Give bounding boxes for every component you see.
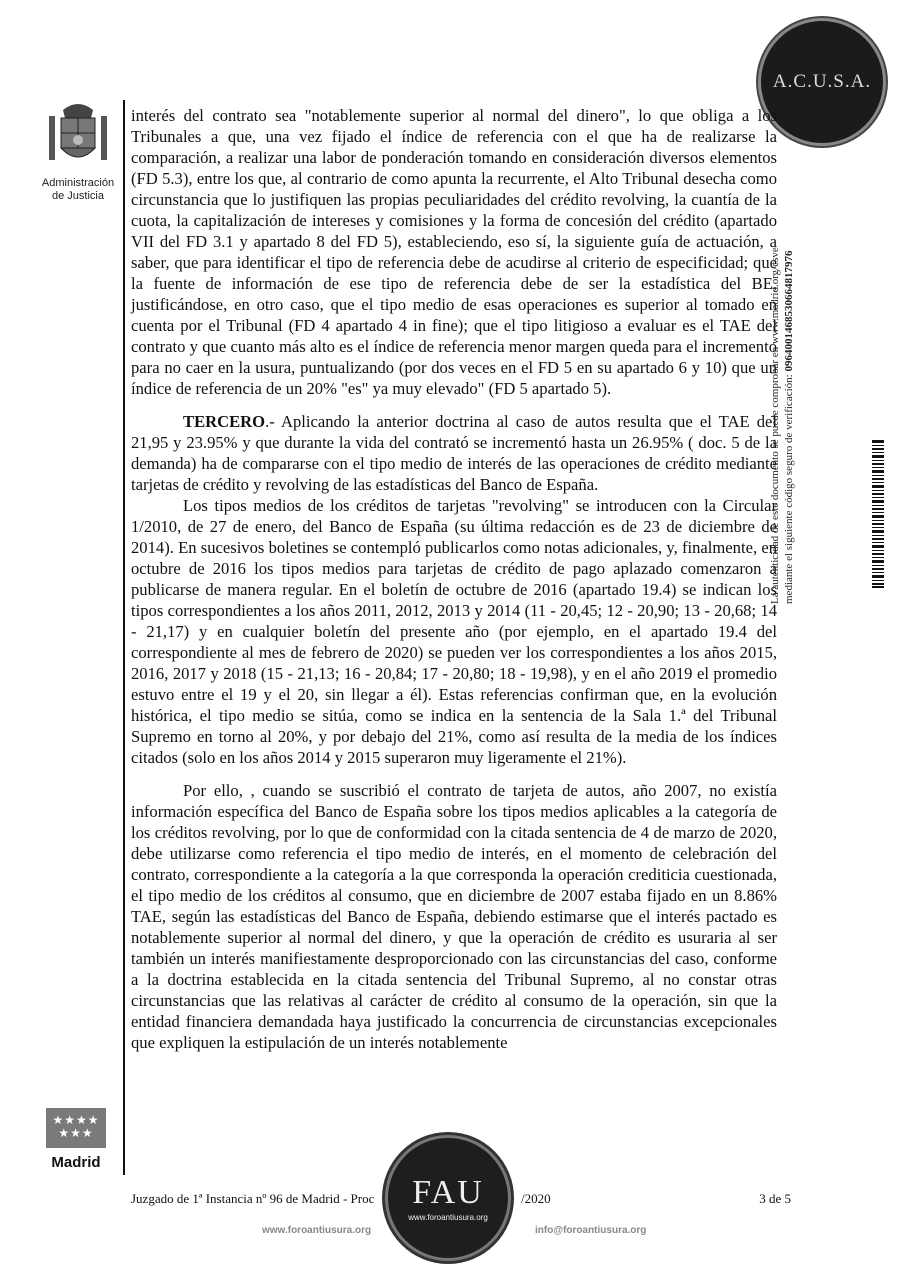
paragraph-2 <box>131 411 777 495</box>
footer-website-link[interactable]: www.foroantiusura.org <box>262 1225 372 1236</box>
acusa-seal <box>758 18 886 146</box>
acusa-seal-text: A.C.U.S.A. <box>772 71 872 92</box>
justice-logo <box>38 100 118 203</box>
paragraph-1: interés del contrato sea "notablemente superior al normal del dinero", lo que obliga a los Tribunales a que, una vez fijado el índice de referencia con el que ha de realizarse la comparación, a realizar una labor de ponderación tomando en consideración diversos elementos (FD 5.3), entre los que, al contrario de como apunta la recurrente, el Alto Tribunal desecha como circunstancia que lo justifiquen las propias peculiaridades del crédito revolving, la cuantía de la cuota, la capitalización de intereses y comisiones y la forma de concesión del crédito (apartado VII del FD 3.1 y apartado 8 del FD 5), estableciendo, eso sí, la siguiente guía de actuación, a saber, que para identificar el tipo de referencia debe de acudirse al criterio de especificidad; que la fuente de información de ese tipo de referencia debe de ser la estadística del BE, justificándose, en otro caso, que el tipo medio de esas operaciones es superior al tomado en cuenta por el Tribunal (FD 4 apartado 4 in fine); que el tipo litigioso a evaluar es el TAE del contrato y que cuanto más alto es el índice de referencia menor margen queda para el incremento para no caer en la usura, puntualizando (por dos veces en el FD 5 en su apartado 6 y 10) que un índice de referencia de un 20% "es" ya muy elevado" (FD 5 apartado 5). <box>131 106 777 398</box>
paragraph-2-text: .- Aplicando la anterior doctrina al caso de autos resulta que el TAE del 21,95 y 23.95% y que durante la vida del contrató se incrementó hasta un 26.95% ( doc. 5 de la demanda) ha de compararse con el tipo medio de interés de las operaciones de crédito mediante tarjetas de crédito y revolving de las estadísticas del Banco de España. <box>131 412 777 494</box>
verification-line-2 <box>782 251 796 604</box>
tercero-heading: TERCERO <box>183 412 266 431</box>
footer-court: Juzgado de 1ª Instancia nº 96 de Madrid - Proc <box>131 1191 375 1206</box>
barcode-icon <box>872 440 884 588</box>
fau-seal <box>385 1135 511 1261</box>
madrid-flag-icon <box>46 1108 106 1148</box>
paragraph-3: Los tipos medios de los créditos de tarjetas "revolving" se introducen con la Circular 1/2010, de 27 de enero, del Banco de España (su última redacción es de 23 de diciembre de 2014). En sucesivos boletines se contempló publicarlos como notas adicionales, y, finalmente, en octubre de 2016 los tipos medios para tarjetas de crédito de pago aplazado comenzaron a publicarse de manera regular. En el boletín de octubre de 2016 (apartado 19.4) se indican los tipos correspondientes a los años 2011, 2012, 2013 y 2014 (11 - 20,45; 12 - 20,90; 13 - 20,68; 14 - 21,17) y en cualquier boletín del presente año (por ejemplo, en el apartado 19.4 del correspondiente al mes de febrero de 2020) se pueden ver los correspondientes a los años 2015, 2016, 2017 y 2018 (15 - 21,13; 16 - 20,84; 17 - 20,80; 18 - 19,98), y en el año 2019 el promedio estuvo entre el 19 y el 20, sin llegar a él). Estas referencias confirman que, en la evolución histórica, el tipo medio se sitúa, como se indica en la sentencia de la Sala 1.ª del Tribunal Supremo en torno al 20%, y por debajo del 21%, como así resulta de la media de los índices citados (solo en los años 2014 y 2015 superaron muy ligeramente el 21%). <box>131 496 777 767</box>
madrid-stars: ★★★★ ★★★ <box>52 1113 100 1140</box>
verification-prefix: mediante el siguiente código seguro de verificación: <box>783 371 795 604</box>
footer-year: /2020 <box>521 1191 551 1206</box>
paragraph-4: Por ello, , cuando se suscribió el contrato de tarjeta de autos, año 2007, no existía información específica del Banco de España sobre los tipos medios aplicables a la categoría de los créditos revolving, por lo que de conformidad con la citada sentencia de 4 de marzo de 2020, debe utilizarse como referencia el tipo medio de interés, en el momento de celebración del contrato, correspondiente a la categoría a la que corresponda la operación crediticia cuestionada, el tipo medio de los créditos al consumo, que en diciembre de 2007 estaba fijado en un 8.86% TAE, según las estadísticas del Banco de España, debiendo estimarse que el interés pactado es notablemente superior al normal del dinero, y que la operación de crédito es usuraria al ser también un interés manifiestamente desproporcionado con las circunstancias del caso, conforme a la doctrina establecida en la citada sentencia del Tribunal Supremo, al no constar otras circunstancias que las relativas al carácter de crédito al consumo de la operación, sin que la entidad financiera demandada haya justificado la concurrencia de circunstancias excepcionales que expliquen la estipulación de un interés notablemente <box>131 781 777 1052</box>
verification-line-1: La autenticidad de este documento se puede comprobar en www.madrid.org/csve <box>769 247 781 604</box>
justice-caption: Administración de Justicia <box>41 177 115 202</box>
verification-code: 0964001468530664817976 <box>783 250 795 372</box>
fau-seal-title: FAU <box>412 1173 484 1211</box>
madrid-name: Madrid <box>51 1154 101 1171</box>
page-number: 3 de 5 <box>759 1191 791 1206</box>
document-body <box>131 105 777 1053</box>
coat-of-arms-icon <box>43 100 113 170</box>
margin-rule <box>123 100 125 1175</box>
madrid-logo <box>44 1108 108 1171</box>
footer-email-link[interactable]: info@foroantiusura.org <box>535 1225 647 1236</box>
fau-seal-web: www.foroantiusura.org <box>408 1212 488 1222</box>
